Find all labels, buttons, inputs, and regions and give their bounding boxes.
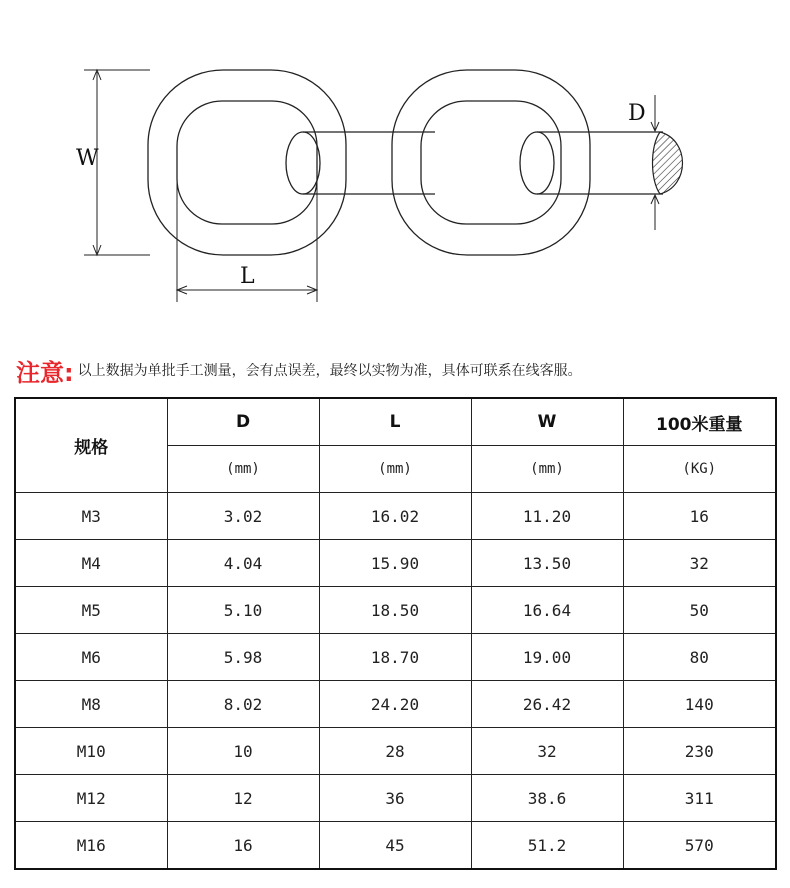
cell-l: 16.02 — [319, 493, 471, 540]
right-link-outer — [392, 70, 590, 255]
l-dimension-label: L — [240, 264, 255, 289]
header-l: L — [319, 398, 471, 446]
cell-spec: M8 — [15, 681, 167, 728]
cell-w: 19.00 — [471, 634, 623, 681]
table-row — [15, 681, 776, 728]
header-d: D — [167, 398, 319, 446]
cell-w: 38.6 — [471, 775, 623, 822]
notice-label: 注意: — [16, 358, 74, 387]
unit-l: (mm) — [319, 446, 471, 493]
cell-weight: 80 — [623, 634, 776, 681]
cell-l: 15.90 — [319, 540, 471, 587]
cell-d: 8.02 — [167, 681, 319, 728]
header-w: W — [471, 398, 623, 446]
cell-spec: M4 — [15, 540, 167, 587]
cell-l: 18.70 — [319, 634, 471, 681]
cell-w: 26.42 — [471, 681, 623, 728]
cell-w: 16.64 — [471, 587, 623, 634]
cell-w: 51.2 — [471, 822, 623, 870]
table-row — [15, 775, 776, 822]
cell-w: 13.50 — [471, 540, 623, 587]
cell-spec: M3 — [15, 493, 167, 540]
table-row — [15, 822, 776, 870]
unit-w: (mm) — [471, 446, 623, 493]
cell-l: 18.50 — [319, 587, 471, 634]
chain-diagram — [0, 0, 790, 330]
cell-d: 3.02 — [167, 493, 319, 540]
w-dimension-label: W — [76, 146, 99, 171]
d-dimension-label: D — [628, 101, 646, 126]
cell-spec: M16 — [15, 822, 167, 870]
table-row — [15, 728, 776, 775]
cell-weight: 140 — [623, 681, 776, 728]
cell-weight: 230 — [623, 728, 776, 775]
left-link-inner — [177, 101, 317, 224]
cell-l: 24.20 — [319, 681, 471, 728]
cell-weight: 570 — [623, 822, 776, 870]
cell-d: 16 — [167, 822, 319, 870]
cell-spec: M6 — [15, 634, 167, 681]
notice — [16, 350, 582, 390]
cell-spec: M12 — [15, 775, 167, 822]
cell-weight: 311 — [623, 775, 776, 822]
cell-weight: 50 — [623, 587, 776, 634]
cell-spec: M5 — [15, 587, 167, 634]
cell-weight: 32 — [623, 540, 776, 587]
cell-l: 28 — [319, 728, 471, 775]
cell-d: 10 — [167, 728, 319, 775]
cell-l: 45 — [319, 822, 471, 870]
cell-weight: 16 — [623, 493, 776, 540]
left-bar-end — [286, 132, 320, 194]
cell-d: 5.10 — [167, 587, 319, 634]
table-row — [15, 587, 776, 634]
section-hatch — [653, 132, 683, 194]
cell-w: 11.20 — [471, 493, 623, 540]
header-spec: 规格 — [15, 398, 167, 493]
unit-d: (mm) — [167, 446, 319, 493]
table-row — [15, 634, 776, 681]
right-link-inner — [421, 101, 561, 224]
unit-weight: (KG) — [623, 446, 776, 493]
header-weight: 100米重量 — [623, 398, 776, 446]
table-row — [15, 540, 776, 587]
right-bar-end — [520, 132, 554, 194]
cell-d: 4.04 — [167, 540, 319, 587]
cell-w: 32 — [471, 728, 623, 775]
cell-l: 36 — [319, 775, 471, 822]
table-row — [15, 493, 776, 540]
cell-d: 12 — [167, 775, 319, 822]
left-link-outer — [148, 70, 346, 255]
cell-d: 5.98 — [167, 634, 319, 681]
cell-spec: M10 — [15, 728, 167, 775]
spec-table — [14, 397, 777, 870]
notice-text: 以上数据为单批手工测量，会有点误差，最终以实物为准，具体可联系在线客服。 — [77, 363, 582, 379]
